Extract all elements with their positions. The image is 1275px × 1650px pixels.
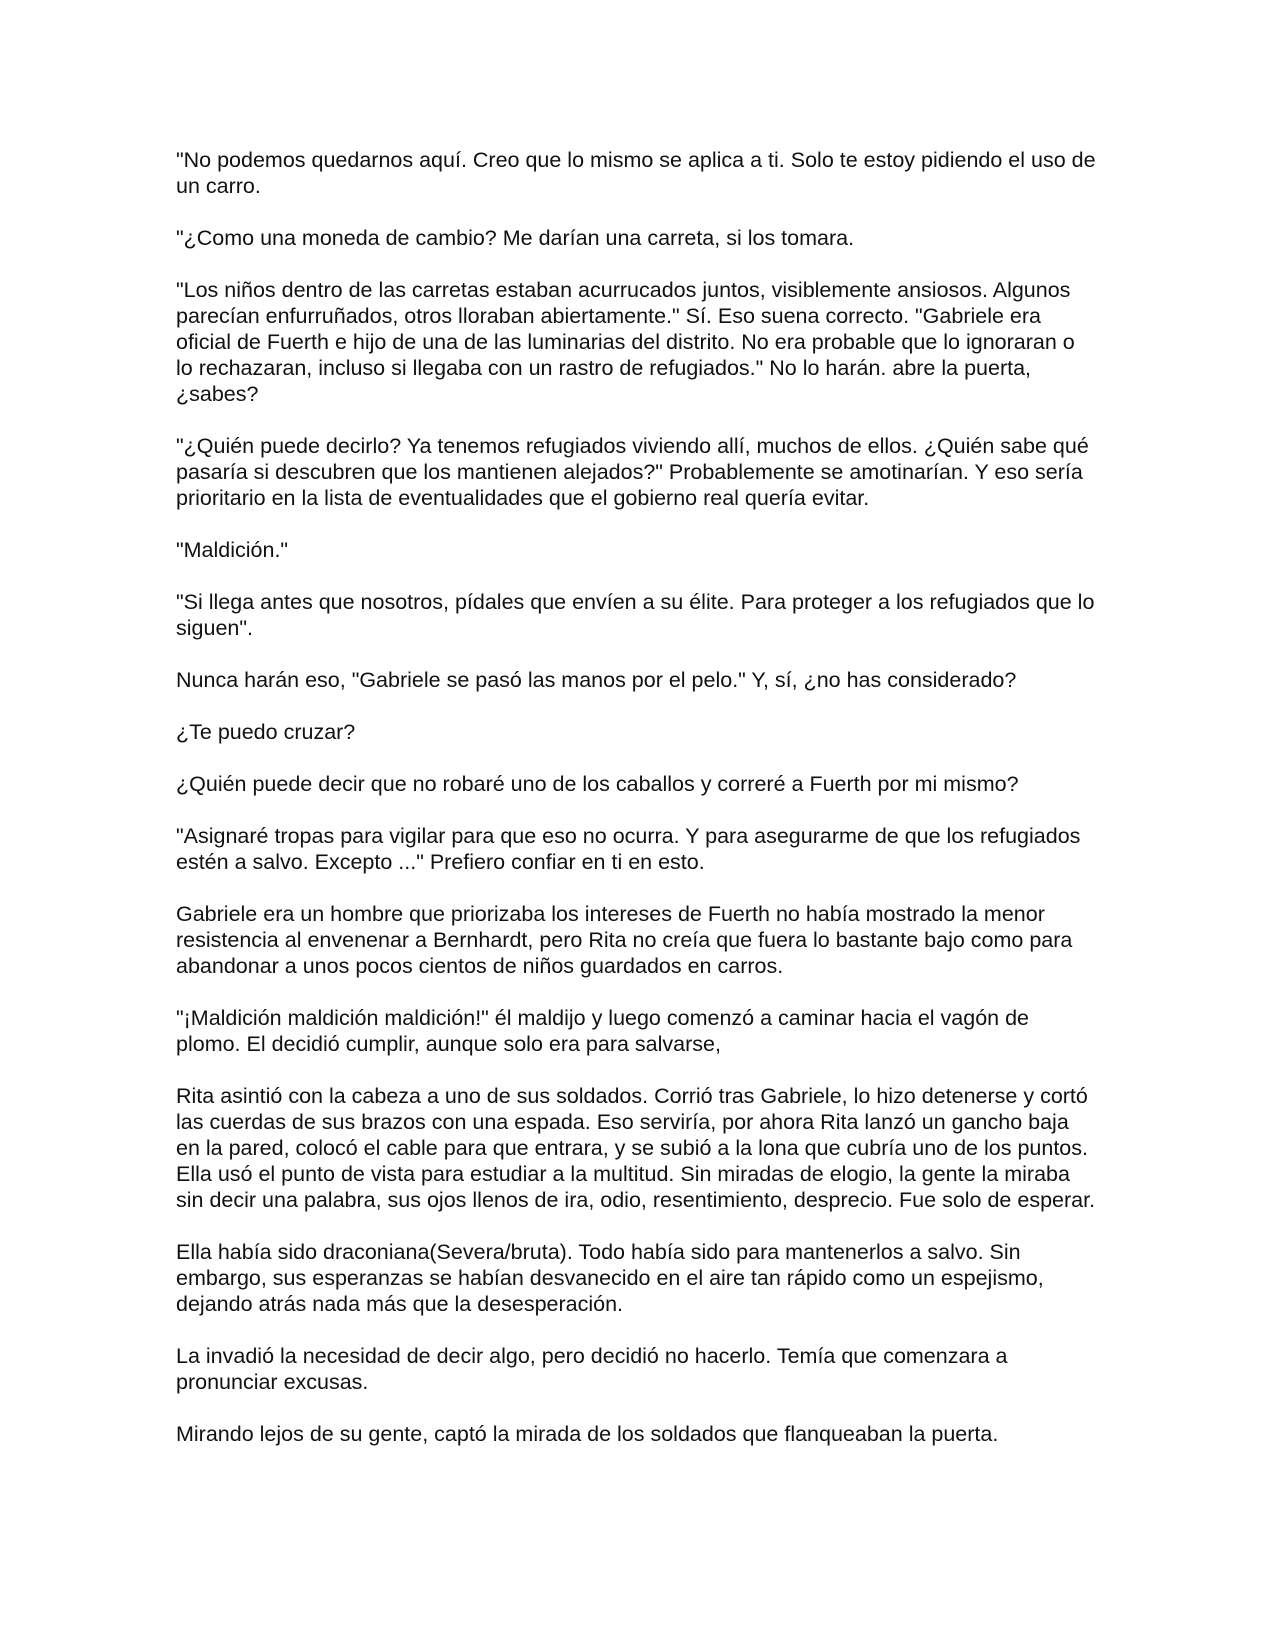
paragraph: La invadió la necesidad de decir algo, pero decidió no hacerlo. Temía que comenzara a pronunciar excusas. [176, 1344, 1014, 1394]
paragraph: "Maldición." [176, 538, 289, 562]
paragraph: "¡Maldición maldición maldición!" él maldijo y luego comenzó a caminar hacia el vagón de plomo. El decidió cumplir, aunque solo era para salvarse, [176, 1006, 1035, 1056]
paragraph: Ella había sido draconiana(Severa/bruta). Todo había sido para mantenerlos a salvo. Sin embargo, sus esperanzas se habían desvanecido en el aire tan rápido como un espejismo, dejando atrás nada más que la desesperación. [176, 1240, 1050, 1316]
paragraph: Mirando lejos de su gente, captó la mirada de los soldados que flanqueaban la puerta. [176, 1422, 999, 1446]
paragraph: "¿Quién puede decirlo? Ya tenemos refugiados viviendo allí, muchos de ellos. ¿Quién sabe qué pasaría si descubren que los mantienen alejados?" Probablemente se amotinarían. Y eso sería prioritario en la lista de eventualidades que el gobierno real quería evitar. [176, 434, 1095, 510]
paragraph: "Asignaré tropas para vigilar para que eso no ocurra. Y para asegurarme de que los refugiados estén a salvo. Excepto ..." Prefiero confiar en ti en esto. [176, 824, 1087, 874]
paragraph: "No podemos quedarnos aquí. Creo que lo mismo se aplica a ti. Solo te estoy pidiendo el uso de un carro. [176, 148, 1102, 198]
paragraph: "¿Como una moneda de cambio? Me darían una carreta, si los tomara. [176, 226, 855, 250]
paragraph: "Los niños dentro de las carretas estaban acurrucados juntos, visiblemente ansiosos. Algunos parecían enfurruñados, otros lloraban abiertamente." Sí. Eso suena correcto. "Gabriele era oficial de Fuerth e hijo de una de las luminarias del distrito. No era probable que lo ignoraran o lo rechazaran, incluso si llegaba con un rastro de refugiados." No lo harán. abre la puerta, ¿sabes? [176, 278, 1081, 406]
paragraph: "Si llega antes que nosotros, pídales que envíen a su élite. Para proteger a los refugiados que lo siguen". [176, 590, 1101, 640]
paragraph: Rita asintió con la cabeza a uno de sus soldados. Corrió tras Gabriele, lo hizo detenerse y cortó las cuerdas de sus brazos con una espada. Eso serviría, por ahora Rita lanzó un gancho baja en la pared, colocó el cable para que entrara, y se subió a la lona que cubría uno de los puntos. Ella usó el punto de vista para estudiar a la multitud. Sin miradas de elogio, la gente la miraba sin decir una palabra, sus ojos llenos de ira, odio, resentimiento, desprecio. Fue solo de esperar. [176, 1084, 1096, 1212]
paragraph: ¿Quién puede decir que no robaré uno de los caballos y correré a Fuerth por mi mismo? [176, 772, 1019, 796]
paragraph: Gabriele era un hombre que priorizaba los intereses de Fuerth no había mostrado la menor resistencia al envenenar a Bernhardt, pero Rita no creía que fuera lo bastante bajo como para abandonar a unos pocos cientos de niños guardados en carros. [176, 902, 1079, 978]
document-body [176, 147, 1102, 1473]
paragraph: Nunca harán eso, "Gabriele se pasó las manos por el pelo." Y, sí, ¿no has considerado? [176, 668, 1017, 692]
paragraph: ¿Te puedo cruzar? [176, 720, 356, 744]
